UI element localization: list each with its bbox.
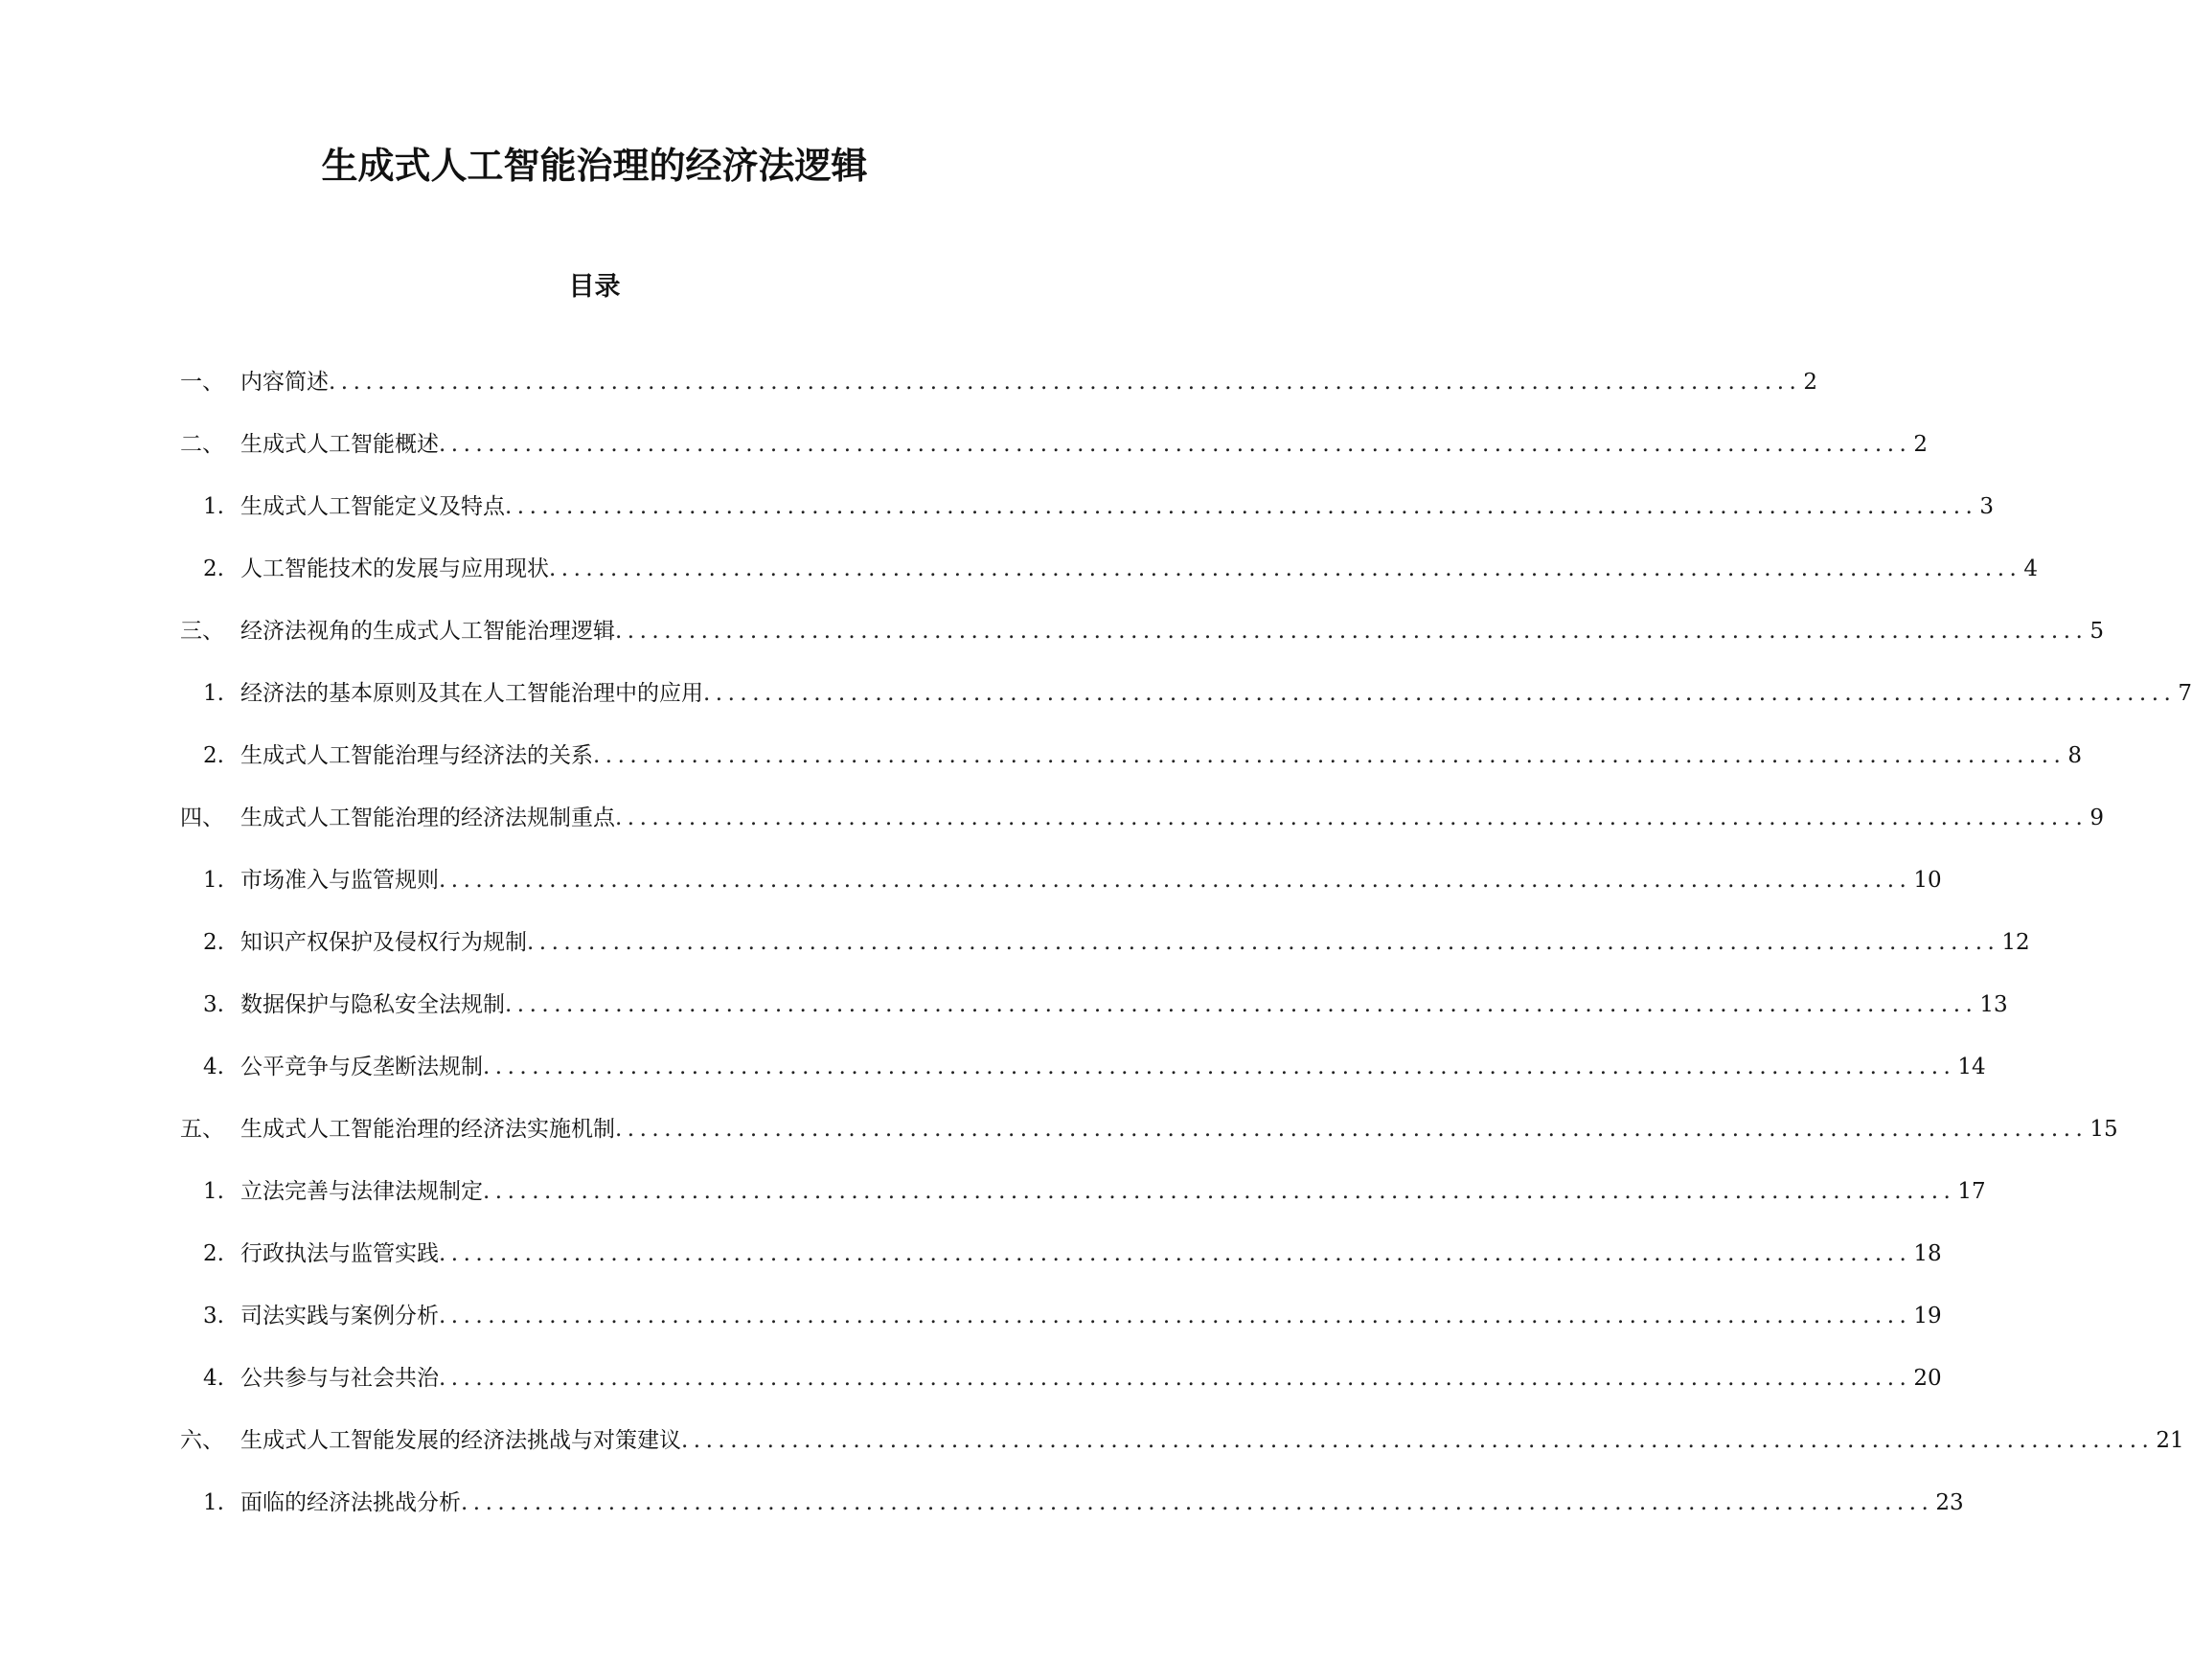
toc-entry-page-number: 2 (1803, 370, 1817, 395)
toc-dot-leader: ........................................................................................................................ (439, 1304, 1912, 1328)
toc-entry-number: 4. (203, 1366, 224, 1391)
toc-dot-leader: ........................................................................................................................ (483, 1055, 1956, 1079)
toc-entry-page-number: 19 (1913, 1304, 1942, 1328)
toc-entry-body (240, 1237, 1942, 1271)
toc-entry-number: 五、 (180, 1117, 224, 1142)
toc-entry-14[interactable] (0, 1174, 1986, 1237)
toc-entry-body (240, 1050, 1986, 1084)
toc-entry-number: 1. (203, 494, 224, 519)
toc-entry-body (240, 1174, 1986, 1209)
toc-dot-leader: ........................................................................................................................ (593, 743, 2066, 768)
toc-entry-number: 1. (203, 868, 224, 893)
toc-entry-4[interactable] (0, 552, 2038, 614)
toc-entry-title: 经济法视角的生成式人工智能治理逻辑 (240, 619, 615, 644)
toc-dot-leader: ........................................................................................................................ (439, 868, 1912, 893)
toc-entry-9[interactable] (0, 863, 1942, 925)
toc-entry-page-number: 4 (2023, 556, 2038, 581)
toc-entry-page-number: 3 (1979, 494, 1994, 519)
toc-entry-page-number: 23 (1935, 1490, 1964, 1515)
toc-entry-number: 一、 (180, 370, 224, 395)
table-of-contents (0, 365, 2192, 1548)
toc-entry-6[interactable] (0, 676, 2192, 738)
toc-entry-3[interactable] (0, 489, 1994, 552)
toc-dot-leader: ........................................................................................................................ (615, 806, 2089, 830)
toc-heading: 目录 (568, 272, 621, 302)
toc-entry-number: 六、 (180, 1428, 224, 1453)
toc-entry-body (240, 1361, 1942, 1396)
toc-entry-number: 1. (203, 1490, 224, 1515)
toc-entry-number: 1. (203, 1179, 224, 1204)
toc-entry-page-number: 15 (2089, 1117, 2118, 1142)
toc-entry-15[interactable] (0, 1237, 1942, 1299)
toc-entry-2[interactable] (0, 427, 1928, 489)
toc-entry-title: 市场准入与监管规则 (240, 868, 439, 893)
toc-entry-19[interactable] (0, 1486, 1964, 1548)
toc-entry-title: 公平竞争与反垄断法规制 (240, 1055, 483, 1079)
toc-entry-title: 内容简述 (240, 370, 329, 395)
toc-entry-number: 4. (203, 1055, 224, 1079)
toc-entry-page-number: 12 (2001, 930, 2030, 955)
toc-entry-title: 生成式人工智能治理与经济法的关系 (240, 743, 593, 768)
toc-dot-leader: ........................................................................................................................ (527, 930, 2000, 955)
toc-entry-title: 面临的经济法挑战分析 (240, 1490, 461, 1515)
toc-entry-5[interactable] (0, 614, 2104, 676)
toc-entry-body (240, 1486, 1964, 1520)
toc-dot-leader: ........................................................................................................................ (703, 681, 2177, 706)
toc-entry-page-number: 13 (1979, 992, 2008, 1017)
toc-entry-11[interactable] (0, 988, 2008, 1050)
toc-entry-body (240, 988, 2008, 1022)
toc-entry-number: 2. (203, 556, 224, 581)
toc-entry-number: 三、 (180, 619, 224, 644)
toc-entry-12[interactable] (0, 1050, 1986, 1112)
toc-entry-body (240, 1299, 1942, 1333)
toc-dot-leader: ........................................................................................................................ (483, 1179, 1956, 1204)
toc-entry-page-number: 5 (2089, 619, 2104, 644)
toc-dot-leader: ........................................................................................................................ (439, 432, 1912, 457)
toc-entry-title: 生成式人工智能概述 (240, 432, 439, 457)
toc-entry-title: 知识产权保护及侵权行为规制 (240, 930, 527, 955)
toc-entry-page-number: 20 (1913, 1366, 1942, 1391)
toc-entry-number: 2. (203, 743, 224, 768)
toc-entry-body (240, 738, 2082, 773)
toc-entry-body (240, 863, 1942, 897)
toc-dot-leader: ........................................................................................................................ (549, 556, 2022, 581)
toc-entry-1[interactable] (0, 365, 1817, 427)
toc-entry-number: 1. (203, 681, 224, 706)
toc-entry-title: 行政执法与监管实践 (240, 1241, 439, 1266)
toc-entry-page-number: 10 (1913, 868, 1942, 893)
toc-dot-leader: ........................................................................................................................ (329, 370, 1802, 395)
toc-entry-8[interactable] (0, 801, 2104, 863)
toc-entry-title: 公共参与与社会共治 (240, 1366, 439, 1391)
toc-entry-page-number: 14 (1957, 1055, 1986, 1079)
toc-entry-title: 生成式人工智能定义及特点 (240, 494, 505, 519)
toc-dot-leader: ........................................................................................................................ (461, 1490, 1934, 1515)
toc-entry-body (240, 489, 1994, 524)
toc-entry-page-number: 8 (2067, 743, 2082, 768)
toc-entry-body (240, 676, 2192, 711)
toc-entry-number: 二、 (180, 432, 224, 457)
toc-entry-number: 3. (203, 1304, 224, 1328)
toc-dot-leader: ........................................................................................................................ (505, 494, 1978, 519)
toc-entry-page-number: 21 (2156, 1428, 2184, 1453)
toc-entry-13[interactable] (0, 1112, 2118, 1174)
toc-entry-number: 2. (203, 1241, 224, 1266)
toc-entry-page-number: 7 (2178, 681, 2192, 706)
toc-entry-title: 生成式人工智能治理的经济法规制重点 (240, 806, 615, 830)
toc-dot-leader: ........................................................................................................................ (439, 1366, 1912, 1391)
toc-entry-title: 生成式人工智能发展的经济法挑战与对策建议 (240, 1428, 681, 1453)
toc-dot-leader: ........................................................................................................................ (505, 992, 1978, 1017)
toc-entry-body (240, 925, 2030, 960)
toc-entry-number: 四、 (180, 806, 224, 830)
toc-entry-body (240, 427, 1928, 462)
toc-dot-leader: ........................................................................................................................ (615, 619, 2089, 644)
toc-dot-leader: ........................................................................................................................ (439, 1241, 1912, 1266)
toc-entry-page-number: 2 (1913, 432, 1928, 457)
toc-entry-18[interactable] (0, 1423, 2184, 1486)
toc-entry-7[interactable] (0, 738, 2082, 801)
toc-entry-title: 司法实践与案例分析 (240, 1304, 439, 1328)
toc-entry-page-number: 9 (2089, 806, 2104, 830)
toc-entry-body (240, 801, 2104, 835)
toc-entry-body (240, 365, 1817, 399)
toc-entry-body (240, 552, 2038, 586)
toc-entry-number: 3. (203, 992, 224, 1017)
toc-dot-leader: ........................................................................................................................ (681, 1428, 2155, 1453)
toc-entry-title: 经济法的基本原则及其在人工智能治理中的应用 (240, 681, 703, 706)
toc-entry-page-number: 17 (1957, 1179, 1986, 1204)
toc-entry-16[interactable] (0, 1299, 1942, 1361)
toc-entry-body (240, 1112, 2118, 1146)
toc-entry-title: 立法完善与法律法规制定 (240, 1179, 483, 1204)
toc-entry-17[interactable] (0, 1361, 1942, 1423)
toc-entry-title: 生成式人工智能治理的经济法实施机制 (240, 1117, 615, 1142)
toc-entry-title: 人工智能技术的发展与应用现状 (240, 556, 549, 581)
toc-entry-page-number: 18 (1913, 1241, 1942, 1266)
toc-entry-title: 数据保护与隐私安全法规制 (240, 992, 505, 1017)
document-title: 生成式人工智能治理的经济法逻辑 (321, 145, 868, 187)
toc-dot-leader: ........................................................................................................................ (615, 1117, 2089, 1142)
toc-entry-body (240, 1423, 2184, 1458)
toc-entry-number: 2. (203, 930, 224, 955)
toc-entry-10[interactable] (0, 925, 2030, 988)
toc-entry-body (240, 614, 2104, 648)
